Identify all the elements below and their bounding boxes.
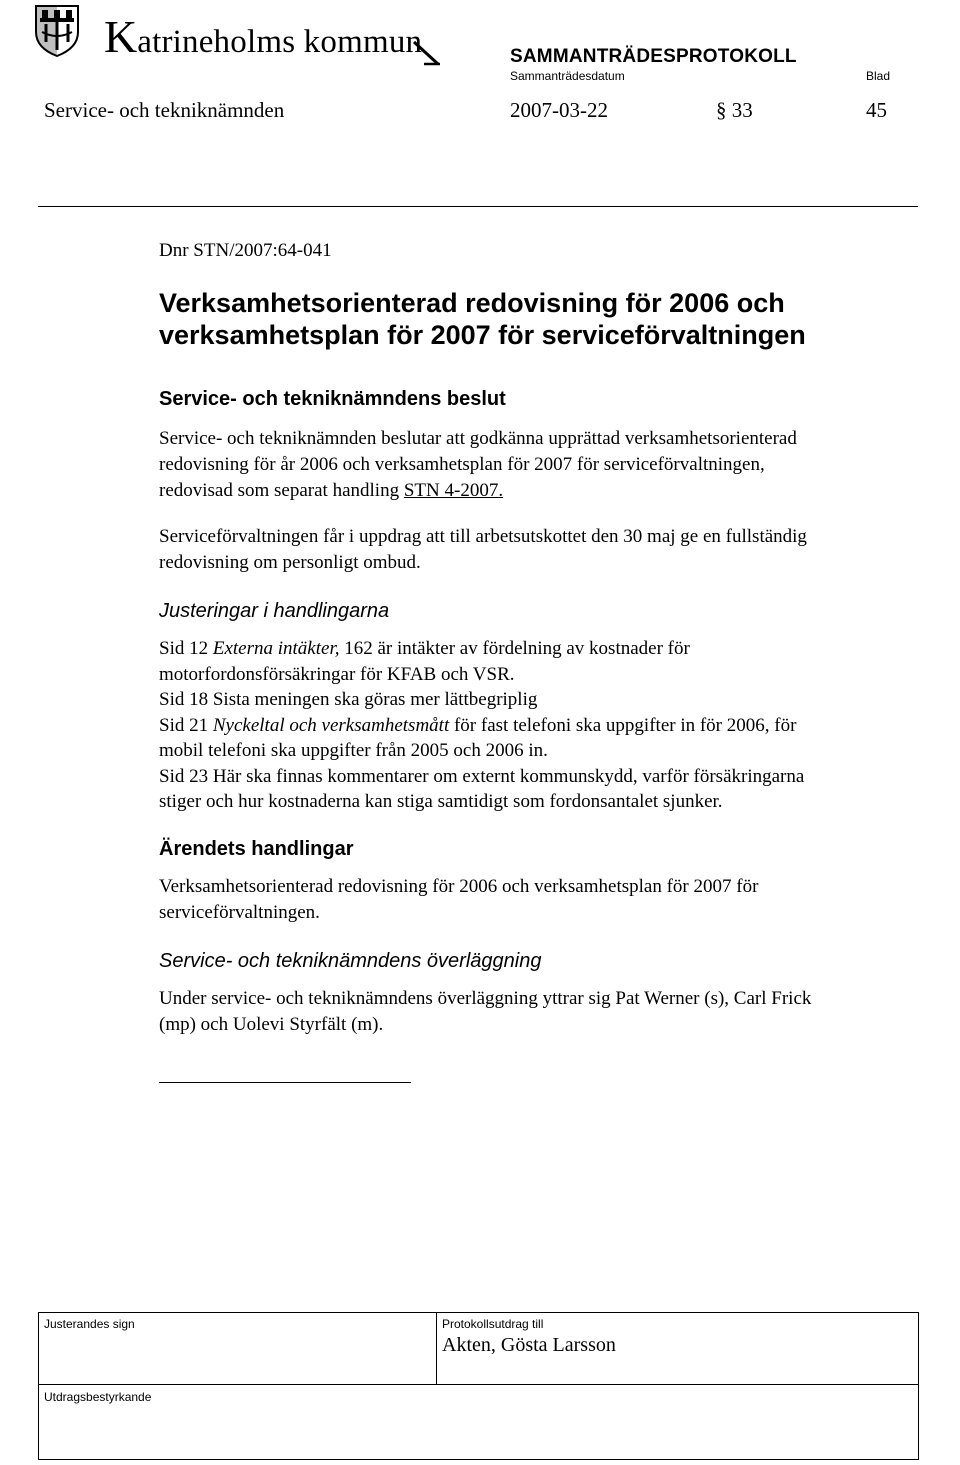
text-line: motorfordonsförsäkringar för KFAB och VSR. bbox=[159, 663, 515, 685]
title-line: verksamhetsplan för 2007 för serviceförvaltningen bbox=[159, 320, 806, 350]
text-line: mobil telefoni ska uppgifter från 2005 och 2006 in. bbox=[159, 740, 548, 761]
adjustment-item bbox=[159, 636, 919, 662]
adjustment-item: Sid 18 Sista meningen ska göras mer lättbegriplig bbox=[159, 689, 538, 710]
certification-label: Utdragsbestyrkande bbox=[44, 1390, 152, 1404]
footer-divider bbox=[436, 1312, 437, 1385]
meeting-date-label: Sammanträdesdatum bbox=[510, 69, 625, 83]
text-segment: Sid 12 bbox=[159, 638, 213, 659]
documents-heading: Ärendets handlingar bbox=[159, 838, 354, 860]
text-segment: för fast telefoni ska uppgifter in för 2006, för bbox=[449, 714, 797, 736]
text-line: redovisning om personligt ombud. bbox=[159, 552, 421, 573]
section-end-rule bbox=[159, 1082, 411, 1083]
municipal-crest-icon bbox=[32, 2, 82, 58]
text-line: Serviceförvaltningen får i uppdrag att till arbetsutskottet den 30 maj ge en fullständig bbox=[159, 526, 807, 547]
logo-initial: K bbox=[104, 11, 138, 62]
text-line: Under service- och tekniknämndens överläggning yttrar sig Pat Werner (s), Carl Frick bbox=[159, 988, 812, 1009]
excerpt-label: Protokollsutdrag till bbox=[442, 1317, 544, 1331]
section-number: § 33 bbox=[716, 98, 753, 122]
text-segment: redovisad som separat handling bbox=[159, 480, 404, 501]
decision-heading: Service- och tekniknämndens beslut bbox=[159, 388, 506, 410]
adjustment-item bbox=[159, 713, 919, 739]
deliberation-paragraph bbox=[159, 986, 919, 1038]
text-line: stiger och hur kostnaderna kan stiga samtidigt som fordonsantalet sjunker. bbox=[159, 791, 723, 812]
text-line: redovisning för år 2006 och verksamhetsplan för 2007 för serviceförvaltningen, bbox=[159, 454, 765, 475]
page-number: 45 bbox=[866, 98, 887, 122]
text-segment: Sid 21 bbox=[159, 714, 213, 736]
assignment-paragraph bbox=[159, 524, 919, 576]
adjustments-heading: Justeringar i handlingarna bbox=[159, 600, 390, 622]
title-line: Verksamhetsorienterad redovisning för 2006 och bbox=[159, 288, 785, 318]
header-divider bbox=[38, 206, 918, 207]
adjustments-list bbox=[159, 636, 919, 815]
municipality-logo bbox=[104, 11, 444, 70]
deliberation-heading: Service- och tekniknämndens överläggning bbox=[159, 950, 542, 972]
page-label: Blad bbox=[866, 69, 891, 83]
text-line: Service- och tekniknämnden beslutar att godkänna upprättad verksamhetsorienterad bbox=[159, 428, 797, 449]
excerpt-recipients: Akten, Gösta Larsson bbox=[442, 1334, 616, 1356]
text-line bbox=[159, 478, 919, 504]
footer-divider bbox=[38, 1384, 919, 1385]
page-title bbox=[159, 287, 919, 351]
case-number: Dnr STN/2007:64-041 bbox=[159, 240, 332, 261]
decision-paragraph bbox=[159, 426, 919, 504]
committee-name: Service- och tekniknämnden bbox=[44, 98, 285, 122]
adjustment-item: Sid 23 Här ska finnas kommentarer om externt kommunskydd, varför försäkringarna bbox=[159, 765, 805, 787]
document-reference: STN 4-2007. bbox=[403, 480, 504, 501]
logo-wordmark: atrineholms kommun bbox=[137, 24, 423, 60]
text-line: Verksamhetsorienterad redovisning för 2006 och verksamhetsplan för 2007 för bbox=[159, 876, 759, 897]
meeting-date: 2007-03-22 bbox=[510, 98, 608, 122]
text-line: (mp) och Uolevi Styrfält (m). bbox=[159, 1014, 384, 1035]
text-emphasis: Nyckeltal och verksamhetsmått bbox=[212, 714, 450, 736]
signature-label: Justerandes sign bbox=[44, 1317, 135, 1331]
text-emphasis: Externa intäkter, bbox=[212, 638, 340, 659]
logo-swoosh-icon bbox=[412, 40, 442, 68]
text-line: serviceförvaltningen. bbox=[159, 902, 320, 923]
document-type: SAMMANTRÄDESPROTOKOLL bbox=[510, 46, 797, 67]
documents-paragraph bbox=[159, 874, 919, 926]
text-segment: 162 är intäkter av fördelning av kostnader för bbox=[339, 638, 690, 659]
